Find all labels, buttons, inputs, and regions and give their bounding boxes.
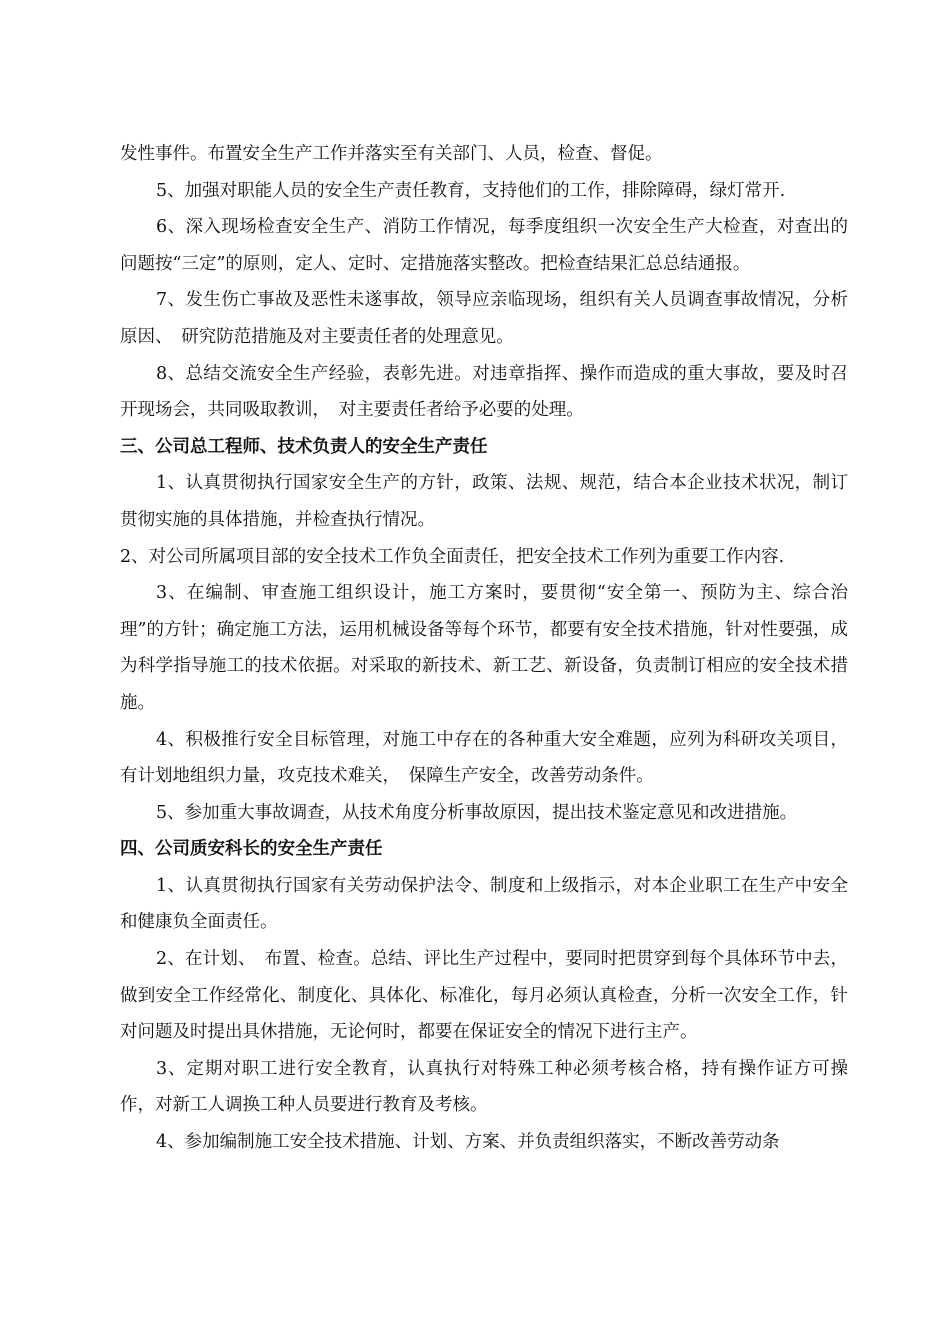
paragraph-section4-item-1: 1、认真贯彻执行国家有关劳动保护法令、制度和上级指示，对本企业职工在生产中安全和健康负全面责任。 xyxy=(120,875,848,933)
section-heading-4: 四、公司质安科长的安全生产责任 xyxy=(120,839,383,860)
paragraph-section3-item-5: 5、参加重大事故调查，从技术角度分析事故原因，提出技术鉴定意见和改进措施。 xyxy=(156,802,798,823)
document-page xyxy=(120,136,848,1161)
paragraph-item-6: 6、深入现场检查安全生产、消防工作情况，每季度组织一次安全生产大检查，对查出的问题按“三定”的原则，定人、定时、定措施落实整改。把检查结果汇总总结通报。 xyxy=(120,217,848,274)
paragraph-item-8: 8、总结交流安全生产经验，表彰先进。对违章指挥、操作而造成的重大事故，要及时召开现场会，共同吸取教训， 对主要责任者给予必要的处理。 xyxy=(120,363,848,421)
paragraph-item-7: 7、发生伤亡事故及恶性未遂事故，领导应亲临现场，组织有关人员调查事故情况，分析原因、 研究防范措施及对主要责任者的处理意见。 xyxy=(120,290,848,347)
section-heading-3: 三、公司总工程师、技术负责人的安全生产责任 xyxy=(120,436,488,457)
paragraph-section4-item-4: 4、参加编制施工安全技术措施、计划、方案、并负责组织落实，不断改善劳动条 xyxy=(156,1132,780,1153)
paragraph-section3-item-4: 4、积极推行安全目标管理，对施工中存在的各种重大安全难题，应列为科研攻关项目，有计划地组织力量，攻克技术难关， 保障生产安全，改善劳动条件。 xyxy=(120,729,848,787)
paragraph-section4-item-3: 3、定期对职工进行安全教育，认真执行对特殊工种必须考核合格，持有操作证方可操作，对新工人调换工种人员要进行教育及考核。 xyxy=(120,1058,848,1116)
paragraph-section3-item-1: 1、认真贯彻执行国家安全生产的方针，政策、法规、规范，结合本企业技术状况，制订贯彻实施的具体措施，并检查执行情况。 xyxy=(120,473,848,530)
paragraph-section4-item-2: 2、在计划、 布置、检查。总结、评比生产过程中，要同时把贯穿到每个具体环节中去，做到安全工作经常化、制度化、具体化、标准化，每月必须认真检查，分析一次安全工作，针对问题及时提出具休措施，无论何时，都要在保证安全的情况下进行主产。 xyxy=(120,949,848,1043)
paragraph-item-5: 5、加强对职能人员的安全生产责任教育，支持他们的工作，排除障碍，绿灯常开. xyxy=(156,180,786,201)
paragraph-section3-item-2: 2、对公司所属项目部的安全技术工作负全面责任，把安全技术工作列为重要工作内容. xyxy=(120,546,785,567)
paragraph-continuation: 发性事件。布置安全生产工作并落实至有关部门、人员，检查、督促。 xyxy=(120,144,663,164)
paragraph-section3-item-3: 3、在编制、审查施工组织设计，施工方案时，要贯彻“安全第一、预防为主、综合治理”的方针；确定施工方法，运用机械设备等每个环节，都要有安全技术措施，针对性要强，成为科学指导施工的技术依据。对采取的新技术、新工艺、新设备，负责制订相应的安全技术措施。 xyxy=(120,583,848,713)
